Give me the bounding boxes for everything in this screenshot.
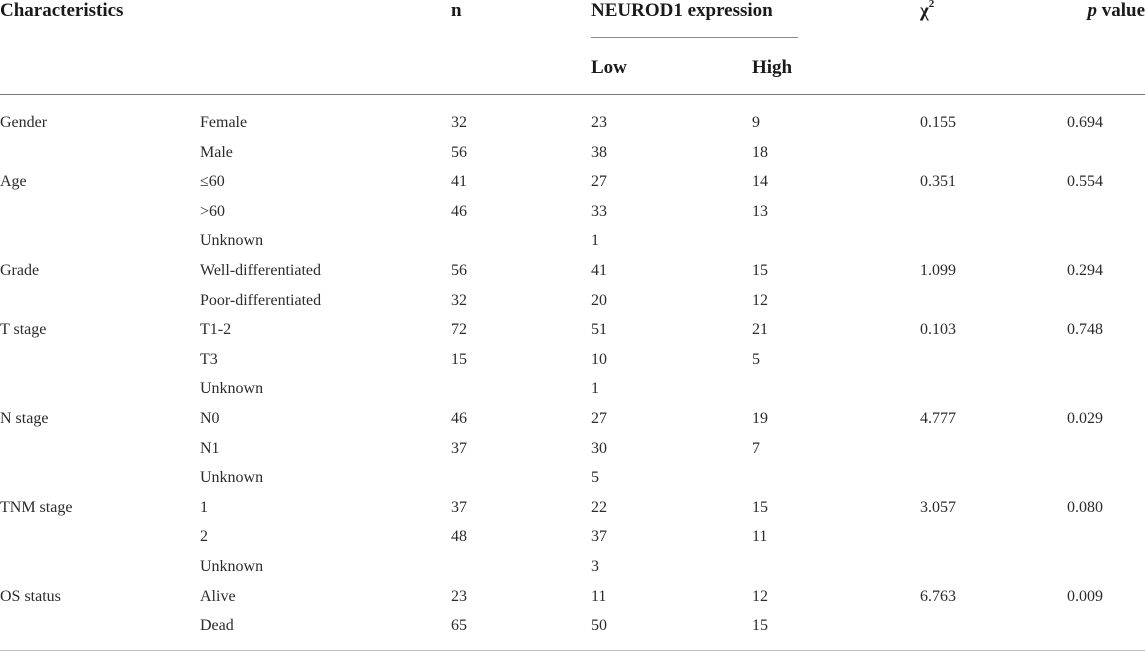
cell-low: 22 (591, 498, 607, 516)
cell-p-value: 0.029 (1067, 409, 1103, 427)
table-row (0, 167, 1145, 197)
header-chi-square (920, 0, 934, 22)
header-neurod1-expression: NEUROD1 expression (591, 0, 773, 21)
cell-low: 41 (591, 261, 607, 279)
cell-subcategory: Unknown (200, 557, 264, 575)
table-row (0, 345, 1145, 375)
cell-n: 48 (451, 528, 467, 546)
cell-low: 1 (591, 380, 599, 398)
header-p-rest: value (1096, 0, 1145, 21)
cell-chi-square: 3.057 (920, 498, 956, 516)
table-row (0, 404, 1145, 434)
cell-high: 18 (752, 143, 768, 161)
header-low: Low (591, 57, 627, 78)
cell-high: 15 (752, 261, 768, 279)
cell-n: 15 (451, 350, 467, 368)
header-chi-superscript: 2 (928, 0, 935, 10)
header-p-italic: p (1087, 0, 1097, 21)
table-row (0, 582, 1145, 612)
cell-low: 50 (591, 617, 607, 635)
header-characteristics: Characteristics (0, 0, 124, 21)
cell-chi-square: 0.103 (920, 321, 956, 339)
cell-subcategory: N0 (200, 409, 220, 427)
table-row (0, 493, 1145, 523)
cell-subcategory: Unknown (200, 469, 264, 487)
table-row (0, 374, 1145, 404)
cell-high: 5 (752, 350, 760, 368)
subheader-rule (591, 37, 798, 38)
cell-low: 3 (591, 557, 599, 575)
cell-high: 12 (752, 587, 768, 605)
cell-chi-square: 1.099 (920, 261, 956, 279)
table-row (0, 522, 1145, 552)
cell-low: 20 (591, 291, 607, 309)
table-row (0, 463, 1145, 493)
cell-subcategory: Unknown (200, 380, 264, 398)
cell-chi-square: 6.763 (920, 587, 956, 605)
cell-low: 11 (591, 587, 607, 605)
cell-p-value: 0.694 (1067, 114, 1103, 131)
cell-low: 10 (591, 350, 607, 368)
cell-high: 15 (752, 498, 768, 516)
cell-characteristic: OS status (0, 587, 61, 605)
header-high: High (752, 57, 793, 78)
cell-low: 23 (591, 114, 607, 131)
cell-high: 19 (752, 409, 768, 427)
table-body (0, 108, 1145, 641)
table-row (0, 552, 1145, 582)
cell-chi-square: 0.351 (920, 173, 956, 191)
table-row (0, 138, 1145, 168)
cell-characteristic: Age (0, 173, 27, 191)
cell-high: 14 (752, 173, 768, 191)
cell-low: 33 (591, 202, 607, 220)
cell-n: 41 (451, 173, 467, 191)
cell-chi-square: 0.155 (920, 114, 956, 131)
table-row (0, 315, 1145, 345)
cell-low: 38 (591, 143, 607, 161)
cell-p-value: 0.080 (1067, 498, 1103, 516)
cell-characteristic: Gender (0, 114, 48, 131)
cell-subcategory: Male (200, 143, 233, 161)
cell-subcategory: ≤60 (200, 173, 225, 191)
cell-subcategory: T3 (200, 350, 218, 368)
cell-characteristic: Grade (0, 261, 40, 279)
cell-low: 51 (591, 321, 607, 339)
cell-subcategory: Unknown (200, 232, 264, 250)
header-rule (0, 94, 1145, 95)
cell-subcategory: >60 (200, 202, 226, 220)
cell-high: 21 (752, 321, 768, 339)
cell-high: 11 (752, 528, 768, 546)
cell-subcategory: Poor-differentiated (200, 291, 322, 309)
cell-n: 46 (451, 409, 467, 427)
table-row (0, 108, 1145, 138)
cell-subcategory: Alive (200, 587, 236, 605)
cell-low: 37 (591, 528, 607, 546)
cell-low: 27 (591, 173, 607, 191)
cell-high: 15 (752, 617, 768, 635)
cell-n: 46 (451, 202, 467, 220)
table-row (0, 434, 1145, 464)
cell-low: 5 (591, 469, 599, 487)
cell-low: 1 (591, 232, 599, 250)
bottom-rule (0, 650, 1145, 651)
cell-chi-square: 4.777 (920, 409, 956, 427)
cell-subcategory: 1 (200, 498, 208, 516)
cell-n: 37 (451, 439, 467, 457)
cell-subcategory: 2 (200, 528, 208, 546)
table-row (0, 611, 1145, 641)
cell-n: 56 (451, 143, 467, 161)
cell-n: 32 (451, 291, 467, 309)
cell-low: 27 (591, 409, 607, 427)
cell-subcategory: Female (200, 114, 248, 131)
cell-n: 23 (451, 587, 467, 605)
cell-subcategory: Well-differentiated (200, 261, 322, 279)
cell-n: 56 (451, 261, 467, 279)
cell-p-value: 0.748 (1067, 321, 1103, 339)
cell-high: 9 (752, 114, 760, 131)
cell-n: 65 (451, 617, 467, 635)
cell-characteristic: N stage (0, 409, 49, 427)
header-chi-symbol: χ (920, 0, 929, 22)
cell-subcategory: T1-2 (200, 321, 232, 339)
table-row (0, 256, 1145, 286)
cell-n: 32 (451, 114, 467, 131)
header-p-value (1087, 0, 1145, 22)
cell-p-value: 0.554 (1067, 173, 1103, 191)
cell-subcategory: N1 (200, 439, 220, 457)
cell-high: 12 (752, 291, 768, 309)
table-row (0, 286, 1145, 316)
header-n: n (451, 0, 462, 21)
cell-low: 30 (591, 439, 607, 457)
cell-n: 37 (451, 498, 467, 516)
cell-p-value: 0.009 (1067, 587, 1103, 605)
cell-subcategory: Dead (200, 617, 234, 635)
cell-high: 13 (752, 202, 768, 220)
cell-n: 72 (451, 321, 467, 339)
table-row (0, 197, 1145, 227)
cell-p-value: 0.294 (1067, 261, 1103, 279)
table-row (0, 226, 1145, 256)
cell-characteristic: T stage (0, 321, 47, 339)
cell-characteristic: TNM stage (0, 498, 73, 516)
cell-high: 7 (752, 439, 760, 457)
